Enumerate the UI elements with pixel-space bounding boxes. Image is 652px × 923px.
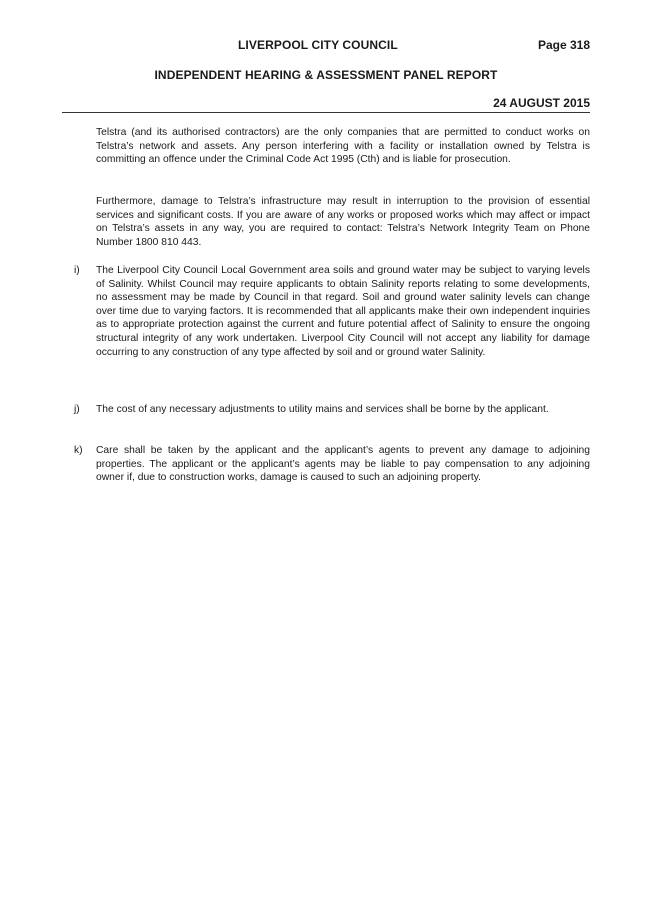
list-marker: k) bbox=[74, 445, 83, 456]
list-marker: i) bbox=[74, 265, 80, 276]
header-report-date: 24 AUGUST 2015 bbox=[493, 96, 590, 110]
header-page-number: Page 318 bbox=[537, 38, 590, 52]
telstra-damage-paragraph: Furthermore, damage to Telstra’s infrastructure may result in interruption to the provision of essential services and significant costs. If you are aware of any works or proposed works which may affect or impact on Telstra’s assets in any way, you are required to contact: Telstra’s Network Integrity Team on Phone Number 1800 810 443. bbox=[96, 196, 590, 248]
list-item-text: The Liverpool City Council Local Government area soils and ground water may be subject to varying levels of Salinity. Whilst Council may require applicants to obtain Salinity reports relating to some developments, no assessment may be made by Council in that regard. Soil and ground water salinity levels can change over time due to varying factors. It is recommended that all applicants make their own independent inquiries as to appropriate protection against the current and future potential affect of Salinity to ensure the ongoing structural integrity of any work undertaken. Liverpool City Council will not accept any liability for damage occurring to any construction of any type affected by soil and or ground water Salinity. bbox=[96, 265, 590, 358]
telstra-paragraph: Telstra (and its authorised contractors) are the only companies that are permitted to conduct works on Telstra’s network and assets. Any person interfering with a facility or installation owned by Telstra is committing an offence under the Criminal Code Act 1995 (Cth) and is liable for prosecution. bbox=[96, 127, 590, 166]
header-divider bbox=[62, 112, 590, 113]
header-report-title: INDEPENDENT HEARING & ASSESSMENT PANEL REPORT bbox=[154, 68, 498, 82]
header-council-name: LIVERPOOL CITY COUNCIL bbox=[238, 38, 398, 52]
list-marker: j) bbox=[74, 404, 80, 415]
list-item-text: Care shall be taken by the applicant and the applicant’s agents to prevent any damage to adjoining properties. The applicant or the applicant’s agents may be liable to pay compensation to any adjoining owner if, due to construction works, damage is caused to such an adjoining property. bbox=[96, 445, 590, 484]
list-item-text: The cost of any necessary adjustments to utility mains and services shall be borne by the applicant. bbox=[96, 404, 549, 415]
